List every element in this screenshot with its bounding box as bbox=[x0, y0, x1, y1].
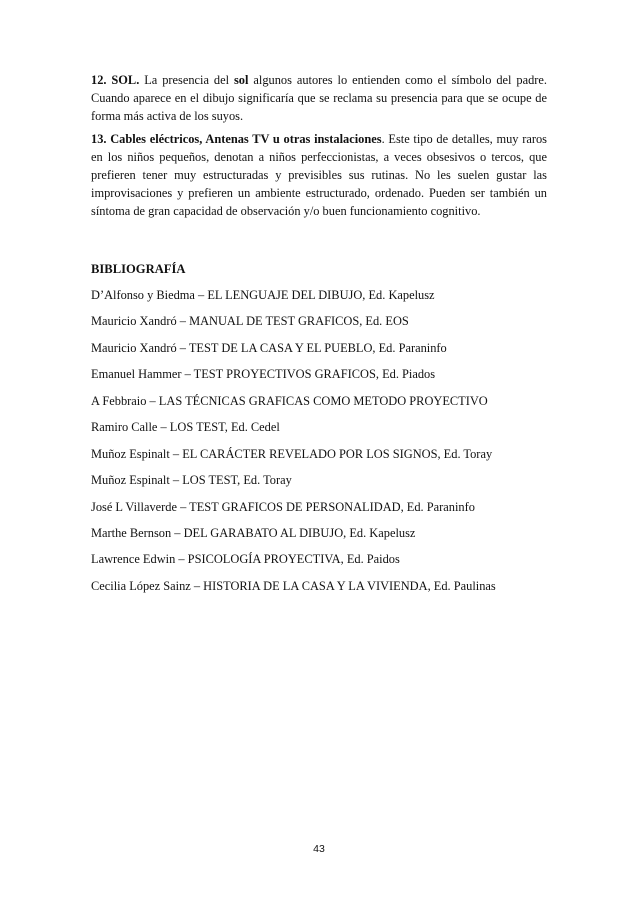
bibliography-entry: Mauricio Xandró – TEST DE LA CASA Y EL PUEBLO, Ed. Paraninfo bbox=[91, 340, 447, 355]
bibliography-entry: Mauricio Xandró – MANUAL DE TEST GRAFICOS, Ed. EOS bbox=[91, 314, 409, 329]
section-13-paragraph bbox=[91, 131, 547, 220]
section-13-text: . Este tipo de detalles, muy raros en los niños pequeños, denotan a niños perfeccionistas, a veces obsesivos o tercos, que prefieren tener muy estructuradas y previsibles sus rutinas. No les suelen gustar las improvisaciones y prefieren un ambiente estructurado, ordenado. Pueden ser también un síntoma de gran capacidad de observación y/o buen funcionamiento cognitivo. bbox=[91, 132, 547, 218]
bibliography-entry: Marthe Bernson – DEL GARABATO AL DIBUJO, Ed. Kapelusz bbox=[91, 525, 416, 540]
section-12-text-end: algunos autores lo entienden como el símbolo del padre. Cuando aparece en el dibujo significaría que se reclama su presencia para que se ocupe de forma más activa de los suyos. bbox=[91, 73, 547, 123]
bibliography-list bbox=[91, 288, 496, 605]
section-12-bold-word: sol bbox=[233, 73, 249, 87]
bibliography-entry: Cecilia López Sainz – HISTORIA DE LA CASA Y LA VIVIENDA, Ed. Paulinas bbox=[91, 578, 496, 593]
bibliography-entry: Lawrence Edwin – PSICOLOGÍA PROYECTIVA, Ed. Paidos bbox=[91, 552, 400, 567]
page-body bbox=[91, 72, 547, 593]
bibliography-entry: José L Villaverde – TEST GRAFICOS DE PERSONALIDAD, Ed. Paraninfo bbox=[91, 499, 475, 514]
bibliography-entry: Muñoz Espinalt – EL CARÁCTER REVELADO POR LOS SIGNOS, Ed. Toray bbox=[91, 446, 493, 461]
bibliography-entry: Ramiro Calle – LOS TEST, Ed. Cedel bbox=[91, 420, 280, 435]
bibliography-heading: BIBLIOGRAFÍA bbox=[91, 262, 186, 276]
section-12-title: 12. SOL. bbox=[91, 73, 140, 87]
bibliography-entry: A Febbraio – LAS TÉCNICAS GRAFICAS COMO METODO PROYECTIVO bbox=[91, 393, 488, 408]
page-number: 43 bbox=[313, 843, 325, 855]
bibliography-entry: Emanuel Hammer – TEST PROYECTIVOS GRAFICOS, Ed. Piados bbox=[91, 367, 436, 382]
bibliography-entry: D’Alfonso y Biedma – EL LENGUAJE DEL DIBUJO, Ed. Kapelusz bbox=[91, 288, 435, 302]
section-12-paragraph bbox=[91, 72, 547, 125]
section-12-text-start: La presencia del bbox=[139, 73, 234, 87]
bibliography-entry: Muñoz Espinalt – LOS TEST, Ed. Toray bbox=[91, 473, 292, 488]
section-13-title: 13. Cables eléctricos, Antenas TV u otras instalaciones bbox=[91, 132, 382, 147]
